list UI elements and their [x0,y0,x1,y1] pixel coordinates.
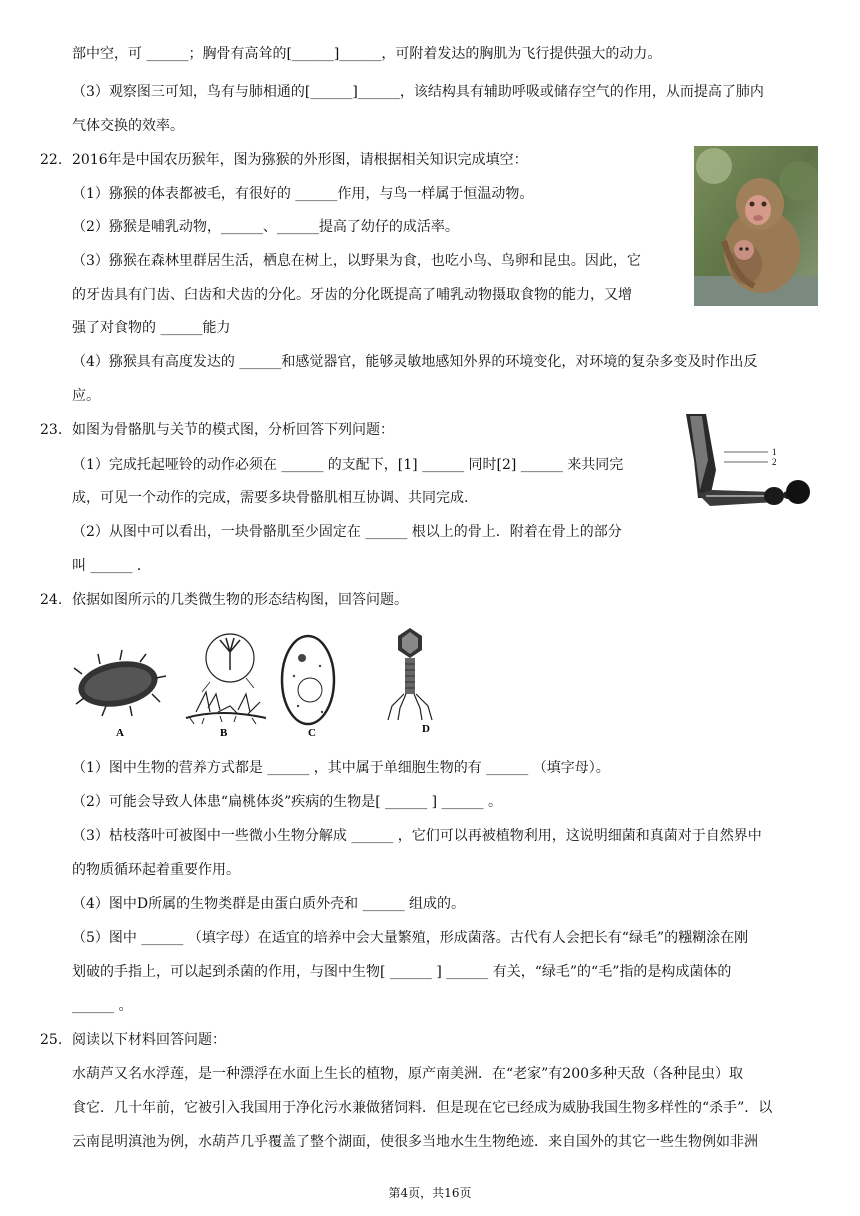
question-25-number: 25. [40,1032,63,1048]
question-24-part-3-line-2: 的物质循环起着重要作用。 [72,862,240,878]
question-22-part-3-line-2: 的牙齿具有门齿、臼齿和犬齿的分化。牙齿的分化既提高了哺乳动物摄取食物的能力，又增 [72,287,632,303]
question-22-intro: 2016年是中国农历猴年，图为猕猴的外形图，请根据相关知识完成填空： [72,152,528,168]
question-25-paragraph-line-2: 食它．几十年前，它被引入我国用于净化污水兼做猪饲料．但是现在它已经成为威胁我国生物多样性的“杀手”．以 [72,1100,773,1116]
question-22-part-2: （2）猕猴是哺乳动物，______、______提高了幼仔的成活率。 [72,219,459,235]
muscle-joint-diagram [676,410,822,522]
muscle-label-2: 2 [772,457,777,467]
question-24-part-5-line-2: 划破的手指上，可以起到杀菌的作用，与图中生物[ ______ ] ______ 有关，“绿毛”的“毛”指的是构成菌体的 [72,964,732,980]
question-23-part-2-line-1: （2）从图中可以看出，一块骨骼肌至少固定在 ______ 根以上的骨上．附着在骨上的部分 [72,524,622,540]
q21-line-3: 气体交换的效率。 [72,118,184,134]
page-footer: 第4页，共16页 [388,1186,472,1200]
mold-drawing [186,634,266,739]
question-24-part-5-line-1: （5）图中 ______ （填字母）在适宜的培养中会大量繁殖，形成菌落。古代有人会把长有“绿毛”的糨糊涂在刚 [72,930,749,946]
monkey-photo [694,146,818,306]
question-25-paragraph-line-3: 云南昆明滇池为例，水葫芦几乎覆盖了整个湖面，使很多当地水生生物绝迹．来自国外的其它一些生物例如非洲 [72,1134,758,1150]
label-D: D [422,723,430,735]
question-24-intro: 依据如图所示的几类微生物的形态结构图，回答问题。 [72,592,408,608]
question-25-paragraph-line-1: 水葫芦又名水浮莲，是一种漂浮在水面上生长的植物，原产南美洲．在“老家”有200多种天敌（各种昆虫）取 [72,1066,744,1082]
question-22-part-3-line-3: 强了对食物的 ______能力 [72,320,231,336]
question-23-intro: 如图为骨骼肌与关节的模式图，分析回答下列问题： [72,422,394,438]
muscle-label-1: 1 [772,447,777,457]
label-B: B [220,727,228,739]
question-24-part-4: （4）图中D所属的生物类群是由蛋白质外壳和 ______ 组成的。 [72,896,466,912]
question-22-part-3-line-1: （3）猕猴在森林里群居生活，栖息在树上，以野果为食，也吃小鸟、鸟卵和昆虫。因此，它 [72,253,641,269]
question-23-part-1-line-1: （1）完成托起哑铃的动作必须在 ______ 的支配下，[1] ______ 同时[2] ______ 来共同完 [72,457,624,473]
yeast-drawing [282,636,334,739]
question-25-intro: 阅读以下材料回答问题： [72,1032,226,1048]
label-A: A [116,727,124,739]
microorganisms-figure [70,622,450,742]
question-22-number: 22. [40,152,63,168]
question-24-number: 24. [40,592,63,608]
question-24-part-3-line-1: （3）枯枝落叶可被图中一些微小生物分解成 ______ ，它们可以再被植物利用，这说明细菌和真菌对于自然界中 [72,828,762,844]
label-C: C [308,727,316,739]
q21-line-1: 部中空，可 ______；胸骨有高耸的[______]______，可附着发达的胸肌为飞行提供强大的动力。 [72,46,662,62]
question-23-part-2-line-2: 叫 ______ ． [72,558,151,574]
virus-drawing [388,628,432,735]
question-24-part-1: （1）图中生物的营养方式都是 ______ ，其中属于单细胞生物的有 ______ （填字母）。 [72,760,610,776]
question-23-number: 23. [40,422,63,438]
q21-line-2: （3）观察图三可知，鸟有与肺相通的[______]______，该结构具有辅助呼吸或储存空气的作用，从而提高了肺内 [72,84,764,100]
question-22-part-4-line-2: 应。 [72,388,100,404]
question-23-part-1-line-2: 成，可见一个动作的完成，需要多块骨骼肌相互协调、共同完成. [72,490,469,506]
bacterium-drawing [74,650,166,739]
question-22-part-1: （1）猕猴的体表都被毛，有很好的 ______作用，与鸟一样属于恒温动物。 [72,186,534,202]
question-24-part-2: （2）可能会导致人体患“扁桃体炎”疾病的生物是[ ______ ] ______ 。 [72,794,502,810]
question-22-part-4-line-1: （4）猕猴具有高度发达的 ______和感觉器官，能够灵敏地感知外界的环境变化，对环境的复杂多变及时作出反 [72,354,758,370]
question-24-part-5-line-3: ______ 。 [72,998,133,1014]
